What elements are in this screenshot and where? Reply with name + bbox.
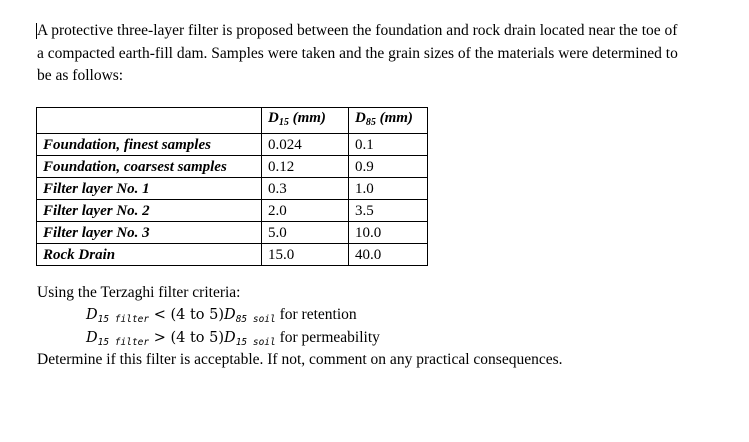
table-row [37, 134, 428, 156]
table-row [37, 178, 428, 200]
problem-statement-line: A protective three-layer filter is proposed between the foundation and rock drain located near the toe of [37, 22, 678, 39]
row-label: Filter layer No. 2 [37, 200, 262, 222]
d85-value: 3.5 [349, 200, 428, 222]
d15-value: 0.3 [262, 178, 349, 200]
table-row [37, 156, 428, 178]
grain-size-table [36, 107, 428, 266]
row-label: Foundation, finest samples [37, 134, 262, 156]
header-d85: $D_{85}$ (mm) [349, 108, 428, 134]
permeability-formula: $D_{15 filter} > (4$ to $5)D_{15 soil}$ [86, 330, 276, 348]
criteria-lead: Using the Terzaghi filter criteria: [37, 284, 241, 301]
row-label: Filter layer No. 3 [37, 222, 262, 244]
table-row [37, 244, 428, 266]
problem-statement-line: be as follows: [37, 67, 124, 84]
d85-value: 0.9 [349, 156, 428, 178]
problem-statement [37, 20, 727, 88]
table-row [37, 200, 428, 222]
row-label: Filter layer No. 1 [37, 178, 262, 200]
row-label: Rock Drain [37, 244, 262, 266]
table-row [37, 222, 428, 244]
d15-value: 15.0 [262, 244, 349, 266]
d15-value: 0.024 [262, 134, 349, 156]
retention-purpose: for retention [279, 306, 357, 323]
d85-value: 10.0 [349, 222, 428, 244]
permeability-purpose: for permeability [279, 329, 380, 346]
d15-value: 2.0 [262, 200, 349, 222]
d15-value: 0.12 [262, 156, 349, 178]
d85-value: 0.1 [349, 134, 428, 156]
problem-statement-line: a compacted earth-fill dam. Samples were taken and the grain sizes of the materials were determined to [37, 44, 678, 62]
retention-criterion [86, 305, 357, 330]
d15-value: 5.0 [262, 222, 349, 244]
d85-value: 1.0 [349, 178, 428, 200]
row-label: Foundation, coarsest samples [37, 156, 262, 178]
closing-question: Determine if this filter is acceptable. If not, comment on any practical consequences. [37, 351, 563, 368]
header-empty-cell [37, 108, 262, 134]
table-header-row [37, 108, 428, 134]
d85-value: 40.0 [349, 244, 428, 266]
header-d15: $D_{15}$ (mm) [262, 108, 349, 134]
retention-formula: $D_{15 filter} < (4$ to $5)D_{85 soil}$ [86, 307, 276, 325]
